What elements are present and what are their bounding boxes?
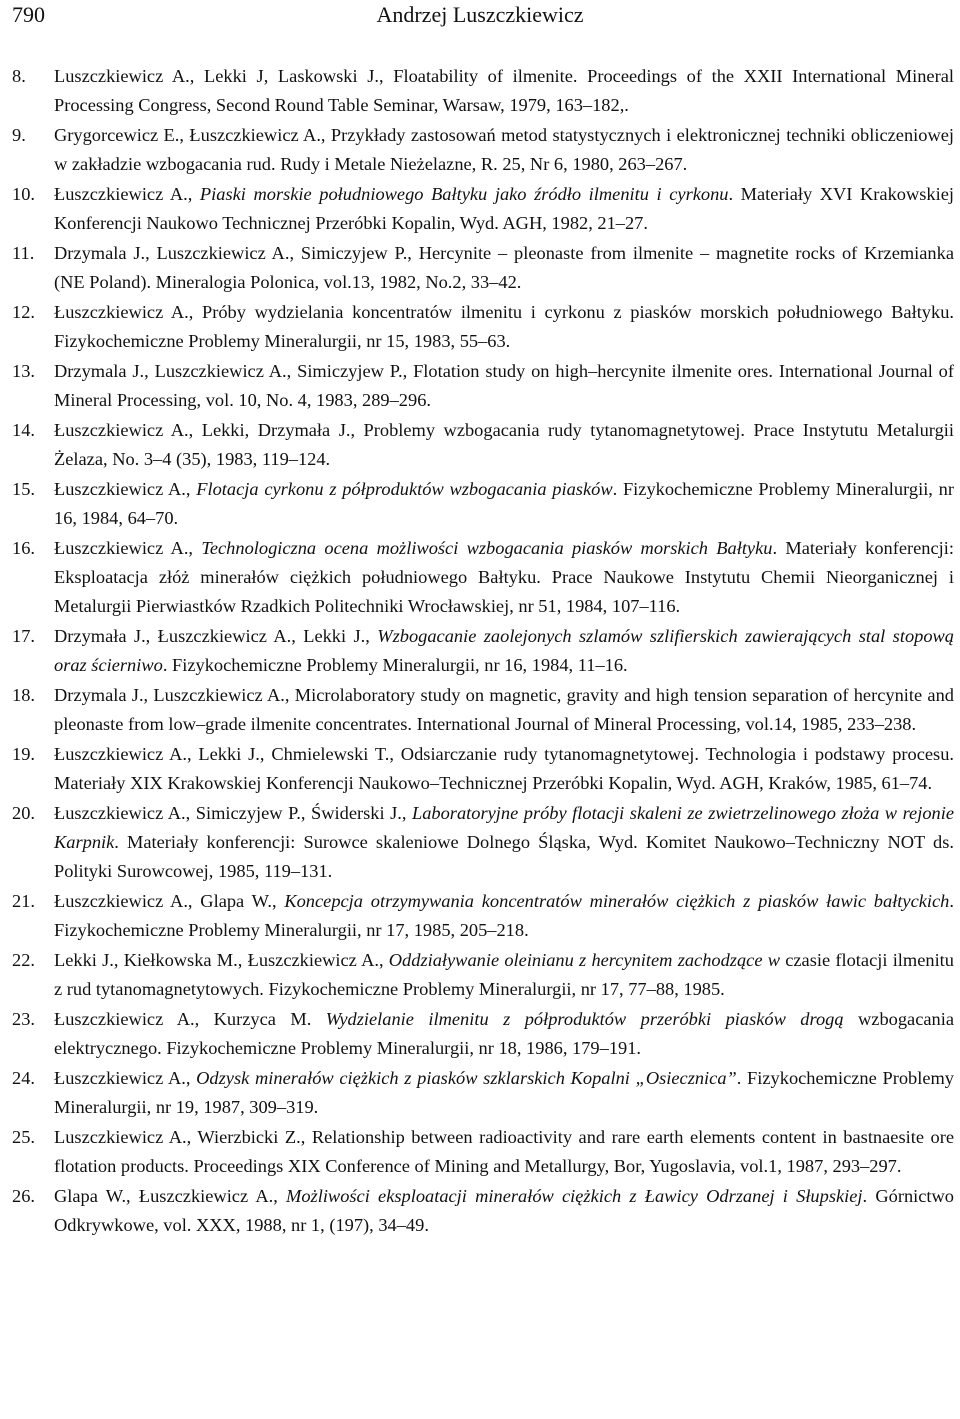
reference-number: 17.	[12, 626, 35, 646]
reference-number: 24.	[12, 1068, 35, 1088]
reference-item	[12, 180, 954, 238]
reference-text-tail: . Górnictwo Odkrywkowe, vol. XXX, 1988, nr 1, (197), 34–49.	[54, 1186, 954, 1235]
reference-text-tail: . Materiały konferencji: Eksploatacja złóż minerałów ciężkich południowego Bałtyku. Prace Naukowe Instytutu Chemii Nieorganicznej i Metalurgii Pierwiastków Rzadkich Politechniki Wrocławskiej, nr 51, 1984, 107–116.	[54, 538, 954, 616]
reference-text-tail: . Fizykochemiczne Problemy Mineralurgii, nr 19, 1987, 309–319.	[54, 1068, 954, 1117]
reference-title-italic: Laboratoryjne próby flotacji skaleni ze zwietrzelinowego złoża w rejonie Karpnik	[54, 803, 954, 852]
reference-text: Drzymala J., Luszczkiewicz A., Microlaboratory study on magnetic, gravity and high tension separation of hercynite and pleonaste from low–grade ilmenite concentrates. International Journal of Mineral Processing, vol.14, 1985, 233–238.	[54, 685, 954, 734]
reference-text: Luszczkiewicz A., Lekki J, Laskowski J., Floatability of ilmenite. Proceedings of the XXII International Mineral Processing Congress, Second Round Table Seminar, Warsaw, 1979, 163–182,.	[54, 66, 954, 115]
reference-number: 22.	[12, 950, 35, 970]
reference-text: Łuszczkiewicz A., Simiczyjew P., Świderski J.,	[54, 803, 412, 823]
reference-text: Łuszczkiewicz A.,	[54, 1068, 197, 1088]
reference-item	[12, 475, 954, 533]
reference-number: 20.	[12, 803, 35, 823]
reference-text: Łuszczkiewicz A.,	[54, 184, 200, 204]
reference-number: 14.	[12, 420, 35, 440]
running-header	[12, 0, 948, 30]
reference-text: Glapa W., Łuszczkiewicz A.,	[54, 1186, 287, 1206]
reference-item	[12, 622, 954, 680]
reference-text-tail: czasie flotacji ilmenitu z rud tytanomagnetytowych. Fizykochemiczne Problemy Mineralurgii, nr 17, 77–88, 1985.	[54, 950, 954, 999]
reference-item	[12, 1064, 954, 1122]
reference-number: 18.	[12, 685, 35, 705]
reference-item	[12, 681, 954, 739]
reference-number: 26.	[12, 1186, 35, 1206]
reference-number: 9.	[12, 125, 26, 145]
reference-number: 10.	[12, 184, 35, 204]
reference-title-italic: Wydzielanie ilmenitu z półproduktów przeróbki piasków drogą	[325, 1009, 844, 1029]
reference-text: Łuszczkiewicz A., Próby wydzielania koncentratów ilmenitu i cyrkonu z piasków morskich południowego Bałtyku. Fizykochemiczne Problemy Mineralurgii, nr 15, 1983, 55–63.	[54, 302, 954, 351]
reference-number: 8.	[12, 66, 26, 86]
reference-title-italic: Możliwości eksploatacji minerałów ciężkich z Ławicy Odrzanej i Słupskiej	[286, 1186, 863, 1206]
reference-title-italic: Koncepcja otrzymywania koncentratów minerałów ciężkich z piasków ławic bałtyckich	[284, 891, 950, 911]
reference-text: Łuszczkiewicz A., Glapa W.,	[54, 891, 285, 911]
reference-item	[12, 357, 954, 415]
reference-text: Łuszczkiewicz A., Lekki, Drzymała J., Problemy wzbogacania rudy tytanomagnetytowej. Prace Instytutu Metalurgii Żelaza, No. 3–4 (35), 1983, 119–124.	[54, 420, 954, 469]
reference-item	[12, 887, 954, 945]
reference-number: 23.	[12, 1009, 35, 1029]
reference-number: 16.	[12, 538, 35, 558]
reference-text: Łuszczkiewicz A., Kurzyca M.	[54, 1009, 326, 1029]
reference-item	[12, 1005, 954, 1063]
reference-text: Łuszczkiewicz A.,	[54, 538, 202, 558]
header-author: Andrzej Luszczkiewicz	[376, 2, 584, 27]
reference-item	[12, 298, 954, 356]
reference-list	[12, 62, 954, 1241]
reference-text: Drzymała J., Łuszczkiewicz A., Lekki J.,	[54, 626, 378, 646]
reference-item	[12, 1182, 954, 1240]
reference-item	[12, 121, 954, 179]
reference-text: Drzymala J., Luszczkiewicz A., Simiczyjew P., Flotation study on high–hercynite ilmenite ores. International Journal of Mineral Processing, vol. 10, No. 4, 1983, 289–296.	[54, 361, 954, 410]
reference-text-tail: . Materiały XVI Krakowskiej Konferencji Naukowo Technicznej Przeróbki Kopalin, Wyd. AGH, 1982, 21–27.	[54, 184, 954, 233]
reference-item	[12, 1123, 954, 1181]
reference-number: 11.	[12, 243, 35, 263]
reference-title-italic: Odzysk minerałów ciężkich z piasków szklarskich Kopalni „Osiecznica”	[196, 1068, 737, 1088]
reference-item	[12, 239, 954, 297]
reference-text: Łuszczkiewicz A.,	[54, 479, 197, 499]
reference-number: 12.	[12, 302, 35, 322]
reference-text-tail: . Fizykochemiczne Problemy Mineralurgii, nr 16, 1984, 64–70.	[54, 479, 954, 528]
reference-item	[12, 62, 954, 120]
reference-text-tail: . Materiały konferencji: Surowce skaleniowe Dolnego Śląska, Wyd. Komitet Naukowo–Techniczny NOT ds. Polityki Surowcowej, 1985, 119–131.	[54, 832, 954, 881]
reference-number: 25.	[12, 1127, 35, 1147]
reference-number: 15.	[12, 479, 35, 499]
reference-title-italic: Flotacja cyrkonu z półproduktów wzbogacania piasków	[196, 479, 613, 499]
reference-number: 21.	[12, 891, 35, 911]
reference-text-tail: . Fizykochemiczne Problemy Mineralurgii, nr 17, 1985, 205–218.	[54, 891, 954, 940]
reference-title-italic: Wzbogacanie zaolejonych szlamów szlifierskich zawierających stal stopową oraz ścierniwo	[54, 626, 954, 675]
reference-text: Luszczkiewicz A., Wierzbicki Z., Relationship between radioactivity and rare earth elements content in bastnaesite ore flotation products. Proceedings XIX Conference of Mining and Metallurgy, Bor, Yugoslavia, vol.1, 1987, 293–297.	[54, 1127, 954, 1176]
reference-item	[12, 534, 954, 621]
reference-item	[12, 946, 954, 1004]
reference-number: 13.	[12, 361, 35, 381]
reference-item	[12, 416, 954, 474]
reference-title-italic: Technologiczna ocena możliwości wzbogacania piasków morskich Bałtyku	[201, 538, 773, 558]
reference-text: Łuszczkiewicz A., Lekki J., Chmielewski T., Odsiarczanie rudy tytanomagnetytowej. Technologia i podstawy procesu. Materiały XIX Krakowskiej Konferencji Naukowo–Technicznej Przeróbki Kopalin, Wyd. AGH, Kraków, 1985, 61–74.	[54, 744, 954, 793]
reference-item	[12, 740, 954, 798]
reference-text: Lekki J., Kiełkowska M., Łuszczkiewicz A.,	[54, 950, 389, 970]
page-number: 790	[12, 2, 45, 27]
reference-text-tail: . Fizykochemiczne Problemy Mineralurgii, nr 16, 1984, 11–16.	[162, 655, 628, 675]
reference-text-tail: wzbogacania elektrycznego. Fizykochemiczne Problemy Mineralurgii, nr 18, 1986, 179–191.	[54, 1009, 954, 1058]
reference-item	[12, 799, 954, 886]
reference-title-italic: Piaski morskie południowego Bałtyku jako źródło ilmenitu i cyrkonu	[199, 184, 729, 204]
reference-text: Drzymala J., Luszczkiewicz A., Simiczyjew P., Hercynite – pleonaste from ilmenite – magnetite rocks of Krzemianka (NE Poland). Mineralogia Polonica, vol.13, 1982, No.2, 33–42.	[54, 243, 954, 292]
reference-text: Grygorcewicz E., Łuszczkiewicz A., Przykłady zastosowań metod statystycznych i elektronicznej techniki obliczeniowej w zakładzie wzbogacania rud. Rudy i Metale Nieżelazne, R. 25, Nr 6, 1980, 263–267.	[54, 125, 954, 174]
reference-number: 19.	[12, 744, 35, 764]
reference-title-italic: Oddziaływanie oleinianu z hercynitem zachodzące w	[388, 950, 780, 970]
